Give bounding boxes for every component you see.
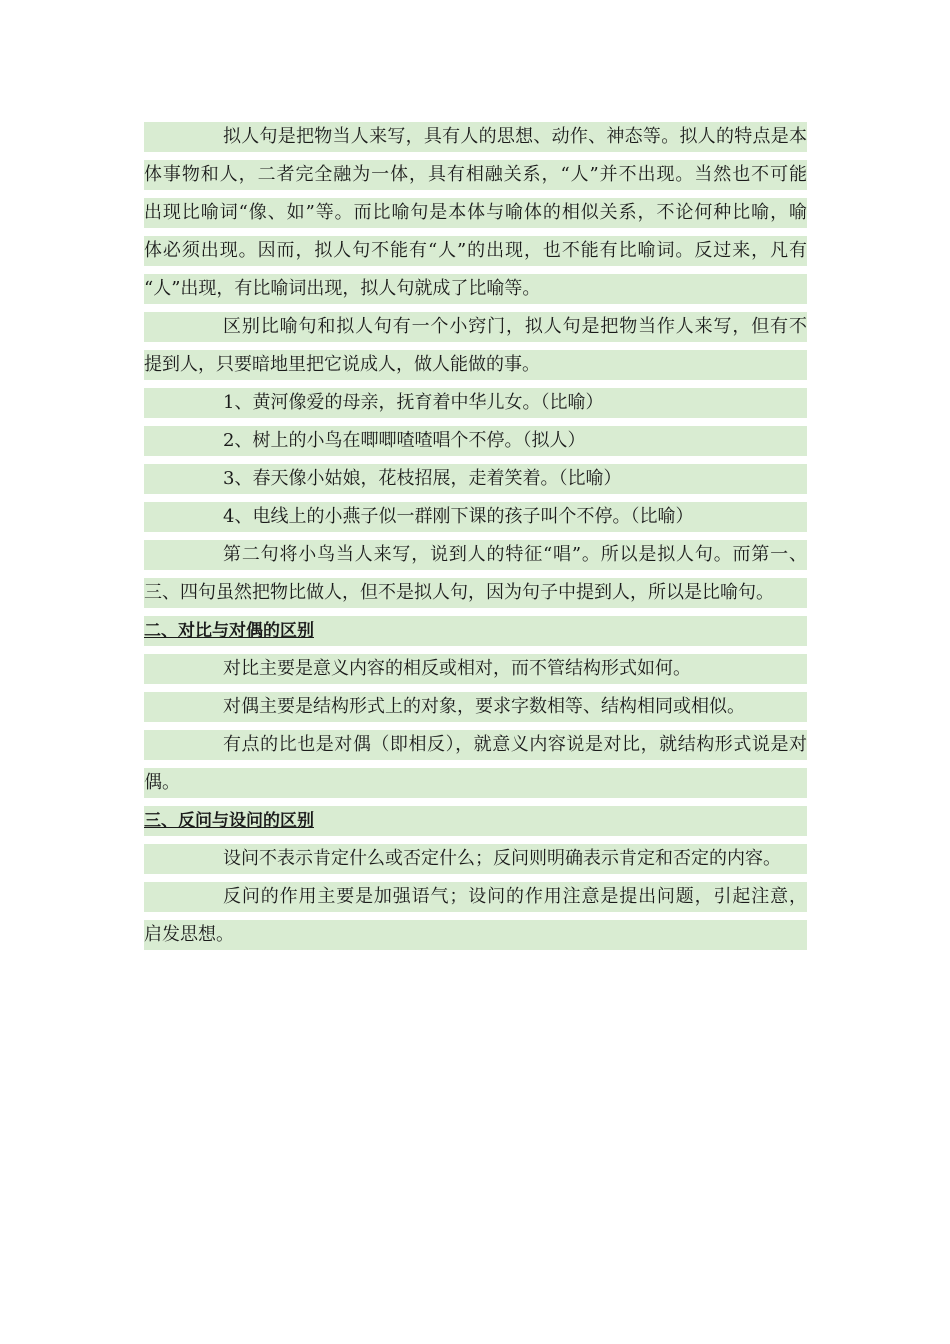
text-line: “人”出现，有比喻词出现，拟人句就成了比喻等。 (144, 274, 807, 304)
text-line: 拟人句是把物当人来写，具有人的思想、动作、神态等。拟人的特点是本 (144, 122, 807, 152)
text-line: 偶。 (144, 768, 807, 798)
text-line: 启发思想。 (144, 920, 807, 950)
text-line: 体必须出现。因而，拟人句不能有“人”的出现，也不能有比喻词。反过来，凡有 (144, 236, 807, 266)
section-heading: 三、反问与设问的区别 (144, 806, 807, 836)
text-line: 区别比喻句和拟人句有一个小窍门，拟人句是把物当作人来写，但有不 (144, 312, 807, 342)
example-item: 3、春天像小姑娘，花枝招展，走着笑着。（比喻） (144, 464, 807, 494)
text-line: 第二句将小鸟当人来写，说到人的特征“唱”。所以是拟人句。而第一、 (144, 540, 807, 570)
section-contrast-antithesis (144, 616, 807, 798)
text-line: 出现比喻词“像、如”等。而比喻句是本体与喻体的相似关系，不论何种比喻，喻 (144, 198, 807, 228)
text-line: 设问不表示肯定什么或否定什么；反问则明确表示肯定和否定的内容。 (144, 844, 807, 874)
paragraph-analysis (144, 540, 807, 608)
text-line: 反问的作用主要是加强语气；设问的作用注意是提出问题，引起注意， (144, 882, 807, 912)
example-item: 4、电线上的小燕子似一群刚下课的孩子叫个不停。（比喻） (144, 502, 807, 532)
paragraph-tip (144, 312, 807, 380)
example-item: 1、黄河像爱的母亲，抚育着中华儿女。（比喻） (144, 388, 807, 418)
text-line: 体事物和人，二者完全融为一体，具有相融关系，“人”并不出现。当然也不可能 (144, 160, 807, 190)
example-item: 2、树上的小鸟在唧唧喳喳唱个不停。（拟人） (144, 426, 807, 456)
example-list (144, 388, 807, 532)
text-line: 有点的比也是对偶（即相反），就意义内容说是对比，就结构形式说是对 (144, 730, 807, 760)
document-body (144, 122, 807, 958)
text-line: 对比主要是意义内容的相反或相对，而不管结构形式如何。 (144, 654, 807, 684)
paragraph-personification-definition (144, 122, 807, 304)
section-rhetorical-question (144, 806, 807, 950)
text-line: 三、四句虽然把物比做人，但不是拟人句，因为句子中提到人，所以是比喻句。 (144, 578, 807, 608)
section-heading: 二、对比与对偶的区别 (144, 616, 807, 646)
text-line: 提到人，只要暗地里把它说成人，做人能做的事。 (144, 350, 807, 380)
text-line: 对偶主要是结构形式上的对象，要求字数相等、结构相同或相似。 (144, 692, 807, 722)
